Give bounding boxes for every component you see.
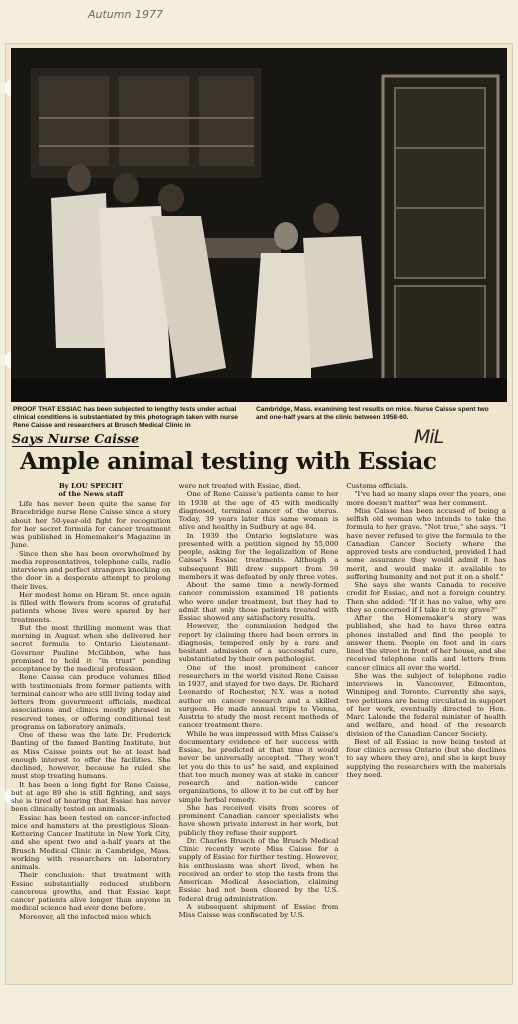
paragraph: One of the most prominent cancer researchers in the world visited Rene Caisse in 1937, and stayed for two days. Dr. Richard Leonardo of Rochester, N.Y. was a noted author on cancer research and a skilled surgeon. He made annual trips to Vienna, Austria to study the most recent methods of cancer treatment there. — [178, 663, 339, 730]
article-column — [11, 482, 171, 921]
paragraph: were not treated with Essiac, died. — [178, 482, 301, 490]
kicker: Says Nurse Caisse — [12, 431, 140, 446]
paragraph: Moreover, all the infected mice which — [19, 912, 152, 921]
handwritten-date-note: Autumn 1977 — [88, 8, 163, 21]
caption-left: PROOF THAT ESSIAC has been subjected to lengthy tests under actual clinical conditions is substantiated by this photograph taken with nurse Rene Caisse and researchers at Brusch Medical Clinic in — [13, 406, 238, 430]
paragraph: Rene Caisse can produce volumes filled with testimonials from former patients with terminal cancer who are still living today and letters from government officials, medical associations and clinics mostly phrased in reserved tones, or offering conditional test programs on laboratory animals. — [11, 673, 171, 731]
paragraph: However, the commission hedged the report by claiming there had been errors in diagnosis, tempered only by a rare and hesitant admission of a successful cure, substantiated by their own pathologist. — [178, 622, 339, 664]
paragraph: While he was impressed with Miss Caisse's documentary evidence of her success with Essiac, he predicted at that time it would never be universally accepted. "They won't let you do this to us" he said, and explained that too much money was at stake in cancer research and nation-wide cancer organizations, to allow it to be cut off by her simple herbal remedy. — [178, 729, 339, 804]
byline-author: By LOU SPECHT — [58, 482, 123, 490]
paragraph: Since then she has been overwhelmed by media representatives, telephone calls, radio interviews and perfect strangers knocking on the door in a desperate attempt to prolong their lives. — [11, 549, 171, 591]
paragraph: "I've had so many slaps over the years, one more doesn't matter" was her comment. — [346, 490, 507, 507]
paragraph: One of these was the late Dr. Frederick Banting of the famed Banting Institute, but as Miss Caisse points out he at least had enough interest to offer the facilities. She declined, however, because he ruled she must stop treating humans. — [11, 731, 171, 781]
newspaper-clipping — [6, 44, 512, 984]
caption-right: Cambridge, Mass. examining test results on mice. Nurse Caisse spent two and one-half years at the clinic between 1958-60. — [256, 406, 489, 422]
article-column — [346, 482, 506, 921]
paragraph: She was the subject of telephone radio interviews in Vancouver, Edmonton, Winnipeg and Toronto. Currently she says, two petitions are being circulated in support of her work, eventually directed to Hon. Marc Lalonde the federal minister of health and welfare, and head of the research division of the Canadian Cancer Society. — [346, 671, 507, 738]
lab-photograph — [11, 48, 507, 402]
paragraph: Essiac has been tested on cancer-infected mice and hamsters at the prestigious Sloan-Kettering Cancer Institute in New York City, and she spent two and a-half years at the Brusch Medical Clinic in Cambridge, Mass. working with researchers on laboratory animals. — [11, 813, 171, 871]
paragraph: It has been a long fight for Rene Caisse, but at age 89 she is still fighting, and says she is tired of hearing that Essiac has never been clinically tested on animals. — [11, 780, 171, 814]
paragraph: In 1939 the Ontario legislature was presented with a petition signed by 55,000 people, asking for the legalization of Rene Caisse's Essiac treatments. Although a subsequent Bill drew support from 59 members it was defeated by only three votes. — [178, 531, 339, 581]
headline: Ample animal testing with Essiac — [20, 448, 437, 475]
paragraph: Life has never been quite the same for Bracebridge nurse Rene Caisse since a story about her 50-year-old fight for recognition for her secret formula for cancer treatment was published in Homemaker's Magazine in June. — [11, 500, 171, 550]
article-body — [11, 482, 506, 921]
paragraph: She has received visits from scores of prominent Canadian cancer specialists who have shown private interest in her work, but publicly they refuse their support. — [178, 803, 339, 837]
paragraph: Their conclusion: that treatment with Essiac substantially reduced stubborn cancerous growths, and that Essiac kept cancer patients alive longer than anyone in medical science had ever done before. — [11, 871, 171, 913]
paragraph: But the most thrilling moment was that morning in August when she delivered her secret formula to Ontario Lieutenant-Governor Pauline McGibbon, who has promised to hold it "in trust" pending acceptance by the medical profession. — [11, 623, 171, 673]
byline-desk: of the News staff — [58, 490, 124, 498]
paragraph: Her modest home on Hiram St. once again is filled with flowers from scores of grateful patients whose lives were spared by her treatments. — [11, 590, 171, 624]
paragraph: Miss Caisse has been accused of being a selfish old woman who intends to take the formula to her grave. "Not true," she says. "I have never refused to give the formula to the Canadian Cancer Society where the approved tests are conducted, provided I had some assurance they would admit it has merit, and would make it available to suffering humanity and not put it on a shelf." — [346, 506, 507, 581]
article-column — [179, 482, 339, 921]
byline — [11, 482, 171, 498]
paragraph: One of Rene Caisse's patients came to her in 1938 at the age of 45 with medically diagnosed, terminal cancer of the uterus. Today, 39 years later this same woman is alive and healthy in Sudbury at age 84. — [178, 490, 339, 532]
paragraph: Best of all Essiac is now being tested at four clinics across Ontario (but she declines to say where they are), and she is kept busy supplying the researchers with the materials they need. — [346, 737, 507, 779]
paragraph: Dr. Charles Brusch of the Brusch Medical Clinic recently wrote Miss Caisse for a supply of Essiac for further testing. However, his enthusiasm was short lived, when he received an order to stop the tests from the American Medical Association, claiming Essiac had not been cleared by the U.S. federal drug administration. — [178, 836, 339, 903]
paragraph: A subsequent shipment of Essiac from Miss Caisse was confiscated by U.S. — [178, 902, 339, 919]
paragraph: Customs officials. — [346, 482, 409, 490]
paragraph: About the same time a newly-formed cancer commission examined 18 patients who were under treatment, but they had to admit that only those patients treated with Essiac showed any satisfactory results. — [178, 581, 339, 622]
paragraph: After the Homemaker's story was published, she had to have three extra phones installed and find the people to answer them. People on foot and in cars lined the street in front of her house, and she received telephone calls and letters from cancer clinics all over the world. — [346, 614, 507, 672]
paragraph: She says she wants Canada to receive credit for Essiac, and not a foreign country. Then she added: "If it has no value, why are they so concerned if I take it to my grave?" — [346, 581, 507, 614]
handwritten-initials: MiL — [414, 426, 444, 448]
